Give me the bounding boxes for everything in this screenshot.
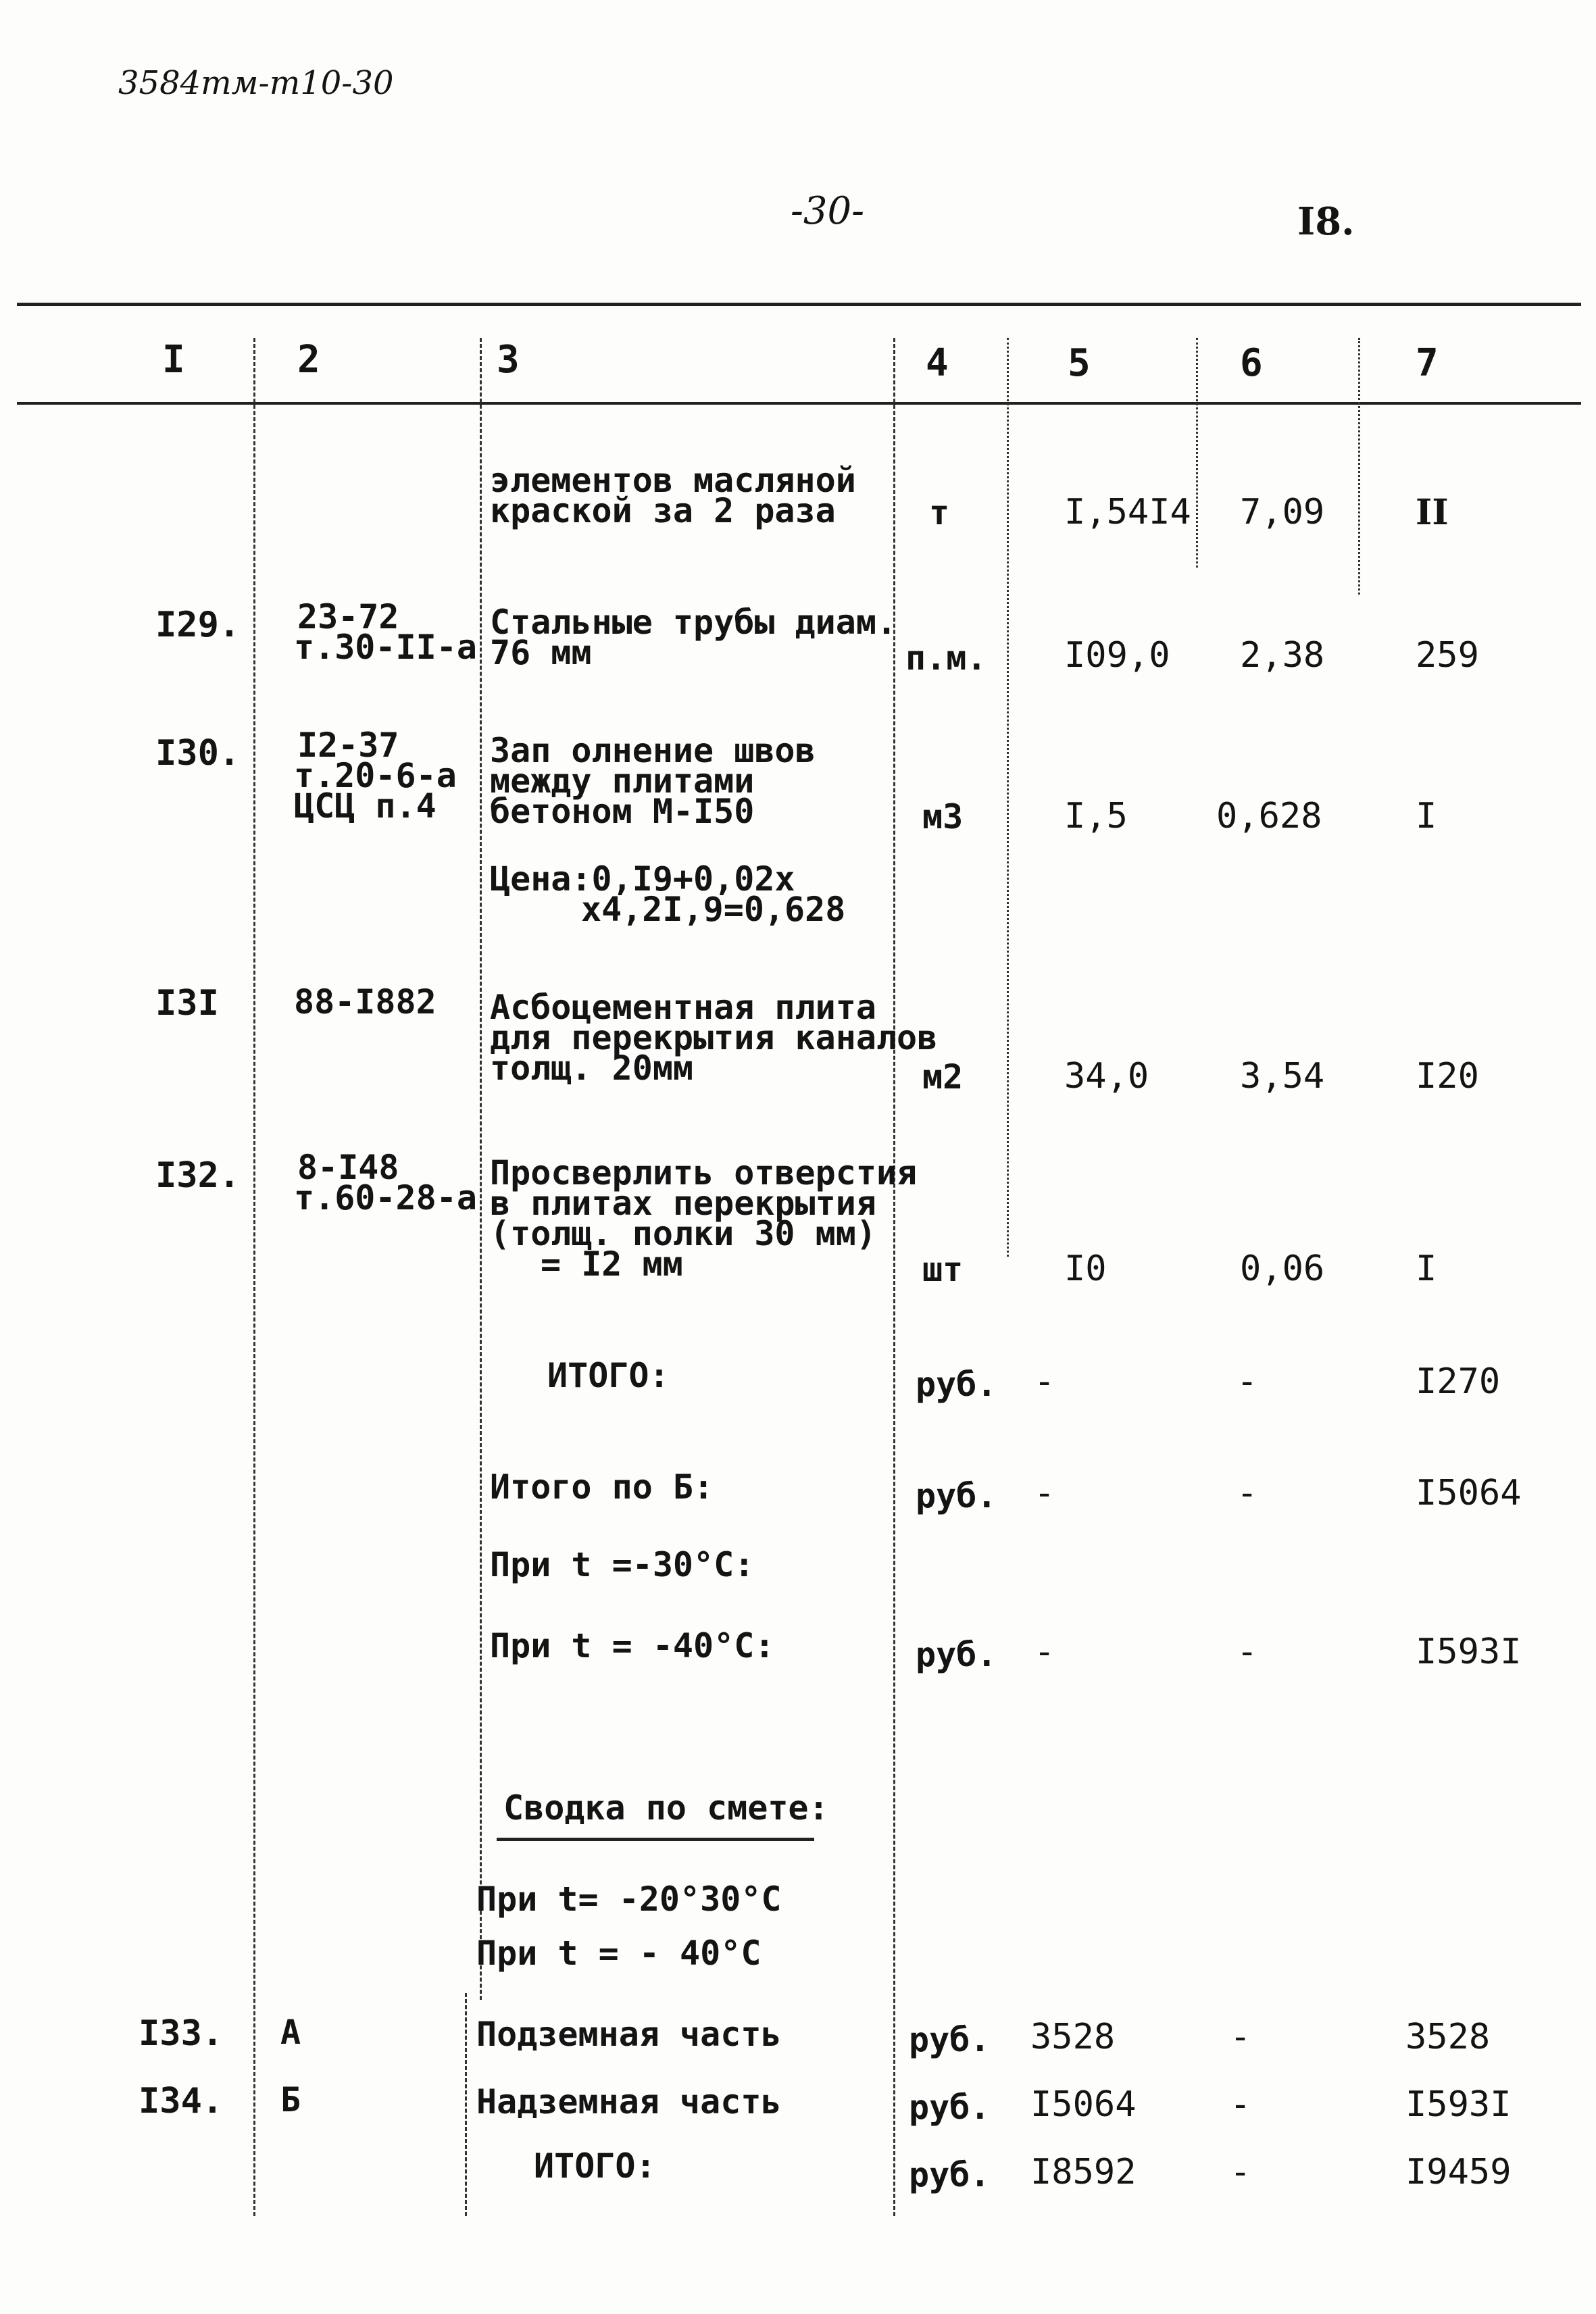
row132-desc-line3: (толщ. полки 30 мм) <box>490 1214 876 1253</box>
row129-price: 2,38 <box>1240 635 1325 676</box>
row131-unit: м2 <box>922 1057 964 1097</box>
svodka-line2: При t = - 40°С <box>476 1934 762 1973</box>
col-header-3: 3 <box>497 338 520 382</box>
row132-total: I <box>1416 1249 1437 1289</box>
col-header-6: 6 <box>1240 341 1263 385</box>
row134-num: I34. <box>139 2081 224 2121</box>
row130-code-line2: т.20-6-а <box>294 756 457 795</box>
col-divider-1 <box>253 338 255 2216</box>
row130-price: 0,628 <box>1216 796 1322 836</box>
row134-code: Б <box>280 2080 301 2119</box>
row129-desc-line2: 76 мм <box>490 633 592 672</box>
row129-desc-line1: Стальные трубы диам. <box>490 603 897 642</box>
row0-desc-line2: краской за 2 раза <box>490 491 836 530</box>
pri-minus40-qty: - <box>1034 1632 1055 1672</box>
table-top-rule <box>17 303 1581 306</box>
row134-desc: Надземная часть <box>476 2082 782 2121</box>
price-note-line2: х4,2I,9=0,628 <box>581 890 846 929</box>
col-header-5: 5 <box>1068 341 1091 385</box>
row131-code: 88-I882 <box>294 982 437 1022</box>
pri-minus40-price: - <box>1237 1632 1258 1672</box>
sheet-number: I8. <box>1297 199 1355 244</box>
row129-unit: п.м. <box>905 638 987 678</box>
row134-price: - <box>1230 2084 1251 2125</box>
row132-code-line1: 8-I48 <box>297 1148 399 1187</box>
price-note-line1: Цена:0,I9+0,02х <box>490 859 795 899</box>
row0-price: 7,09 <box>1240 492 1325 532</box>
itogo-b-label: Итого по Б: <box>490 1467 714 1507</box>
row134-total: I593I <box>1405 2084 1512 2125</box>
row130-total: I <box>1416 796 1437 836</box>
row132-num: I32. <box>155 1155 241 1196</box>
col-header-2: 2 <box>297 338 320 382</box>
row133-unit: руб. <box>909 2020 991 2059</box>
row0-qty: I,54I4 <box>1064 492 1191 532</box>
row133-num: I33. <box>139 2013 224 2054</box>
row130-desc-line1: Зап олнение швов <box>490 731 816 770</box>
row132-qty: I0 <box>1064 1249 1107 1289</box>
svodka-line1: При t= -20°30°С <box>476 1880 782 1919</box>
row130-qty: I,5 <box>1064 796 1128 836</box>
itogo-price: - <box>1237 1361 1258 1402</box>
itogo-b-unit: руб. <box>916 1476 997 1515</box>
row131-price: 3,54 <box>1240 1056 1325 1097</box>
row131-desc-line3: толщ. 20мм <box>490 1049 694 1088</box>
summary-itogo-label: ИТОГО: <box>534 2146 656 2186</box>
row130-code-line3: ЦСЦ п.4 <box>294 786 437 826</box>
row132-desc-line1: Просверлить отверстия <box>490 1153 918 1192</box>
summary-itogo-qty: I8592 <box>1030 2152 1137 2192</box>
col-divider-5 <box>1196 338 1198 568</box>
col-header-7: 7 <box>1416 341 1439 385</box>
row130-desc-line3: бетоном М-I50 <box>490 792 755 831</box>
itogo-unit: руб. <box>916 1365 997 1404</box>
row132-desc-line2: в плитах перекрытия <box>490 1184 876 1223</box>
svodka-underline <box>497 1838 814 1841</box>
pri-minus40-unit: руб. <box>916 1635 997 1674</box>
row130-desc-line2: между плитами <box>490 761 755 801</box>
row129-qty: I09,0 <box>1064 635 1170 676</box>
row130-num: I30. <box>155 733 241 774</box>
itogo-label: ИТОГО: <box>547 1356 670 1395</box>
row131-desc-line2: для перекрытия каналов <box>490 1018 938 1057</box>
row132-desc-line4: = I2 мм <box>541 1244 683 1284</box>
row0-unit: т <box>929 493 950 532</box>
row134-unit: руб. <box>909 2088 991 2127</box>
summary-itogo-price: - <box>1230 2152 1251 2192</box>
pri-minus40-total: I593I <box>1416 1632 1522 1672</box>
itogo-b-price: - <box>1237 1473 1258 1513</box>
row131-total: I20 <box>1416 1056 1479 1097</box>
row131-qty: 34,0 <box>1064 1056 1149 1097</box>
itogo-total: I270 <box>1416 1361 1501 1402</box>
pri-minus30-label: При t =-30°С: <box>490 1545 755 1584</box>
itogo-b-total: I5064 <box>1416 1473 1522 1513</box>
row131-desc-line1: Асбоцементная плита <box>490 988 876 1027</box>
col-header-4: 4 <box>926 341 949 385</box>
row132-price: 0,06 <box>1240 1249 1325 1289</box>
itogo-b-qty: - <box>1034 1473 1055 1513</box>
pri-minus40-label: При t = -40°С: <box>490 1626 775 1665</box>
row133-total: 3528 <box>1405 2017 1491 2057</box>
row0-desc-line1: элементов масляной <box>490 461 856 500</box>
row133-price: - <box>1230 2017 1251 2057</box>
col-header-1: I <box>162 338 185 382</box>
row129-code-line2: т.30-II-а <box>294 628 477 667</box>
col-divider-4 <box>1007 338 1009 1257</box>
col-divider-6 <box>1358 338 1360 595</box>
row0-total: II <box>1416 492 1449 533</box>
row132-code-line2: т.60-28-а <box>294 1178 477 1217</box>
svodka-heading: Сводка по смете: <box>503 1788 829 1828</box>
row129-total: 259 <box>1416 635 1479 676</box>
row133-code: А <box>280 2013 301 2052</box>
summary-itogo-unit: руб. <box>909 2155 991 2194</box>
itogo-qty: - <box>1034 1361 1055 1402</box>
row133-desc: Подземная часть <box>476 2015 782 2054</box>
row133-qty: 3528 <box>1030 2017 1116 2057</box>
summary-itogo-total: I9459 <box>1405 2152 1512 2192</box>
row129-code-line1: 23-72 <box>297 597 399 636</box>
header-bottom-rule <box>17 402 1581 405</box>
row132-unit: шт <box>922 1250 964 1289</box>
col-divider-2b <box>465 1993 467 2216</box>
row130-unit: м3 <box>922 797 964 836</box>
col-divider-2 <box>480 338 482 2000</box>
row131-num: I3I <box>155 983 219 1024</box>
document-code: 3584тм-т10-30 <box>118 64 394 102</box>
row130-code-line1: I2-37 <box>297 726 399 765</box>
page-number-center: -30- <box>791 189 865 233</box>
row129-num: I29. <box>155 605 241 645</box>
row134-qty: I5064 <box>1030 2084 1137 2125</box>
